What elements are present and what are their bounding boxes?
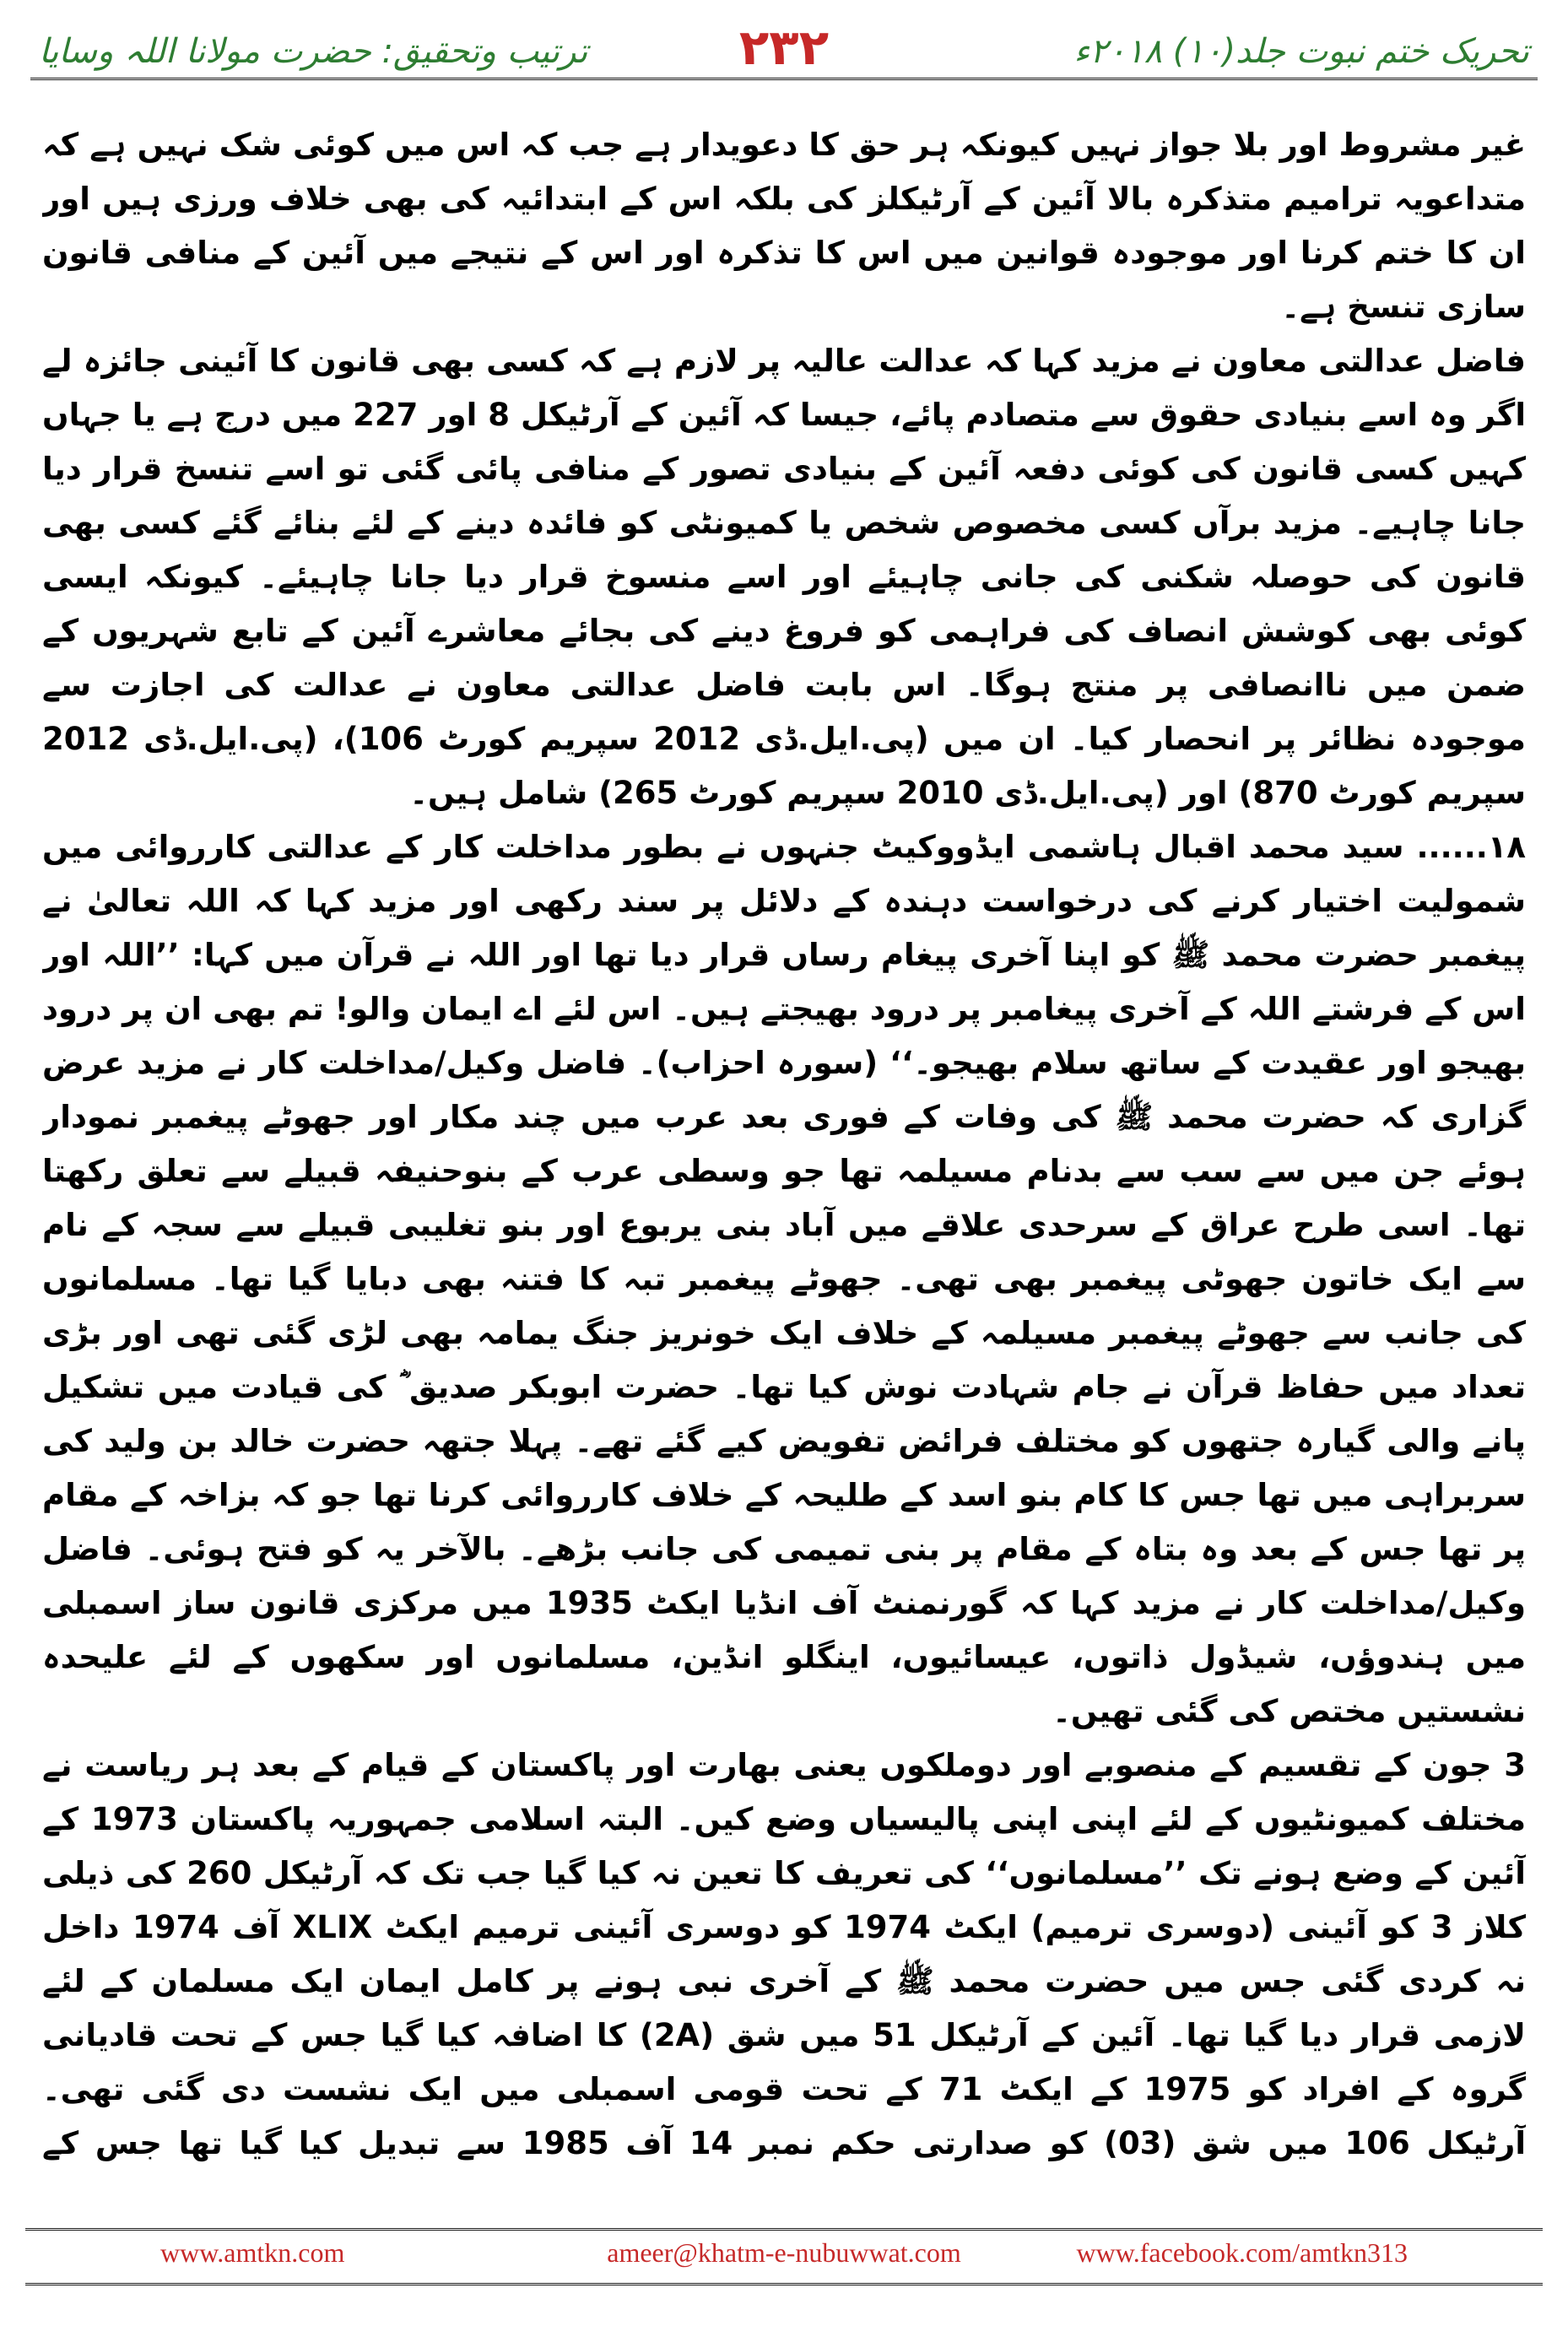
header-book-title: تحریک ختم نبوت جلد(۱۰) ۲۰۱۸ء [1073, 32, 1529, 71]
header-compiler: ترتیب وتحقیق: حضرت مولانا اللہ وسایا [39, 32, 588, 71]
footer-website-link[interactable]: www.amtkn.com [160, 2237, 345, 2268]
paragraph-4: 3 جون کے تقسیم کے منصوبے اور دوملکوں یعنی بھارت اور پاکستان کے قیام کے بعد ہر ریاست نے مختلف کمیونٹیوں کے لئے اپنی اپنی پالیسیاں وضع کیں۔ البتہ اسلامی جمہوریہ پاکستان 1973 کے آئین کے وضع ہونے تک ’’مسلمانوں‘‘ کی تعریف کا تعین نہ کیا گیا جب تک کہ آرٹیکل 260 کی ذیلی کلاز 3 کو آئینی (دوسری ترمیم) ایکٹ 1974 کو دوسری آئینی ترمیم ایکٹ XLIX آف 1974 داخل نہ کردی گئی جس میں حضرت محمد ﷺ کے آخری نبی ہونے پر کامل ایمان ایک مسلمان کے لئے لازمی قرار دیا گیا تھا۔ آئین کے آرٹیکل 51 میں شق (2A) کا اضافہ کیا گیا جس کے تحت قادیانی گروہ کے افراد کو 1975 کے ایکٹ 71 کے تحت قومی اسمبلی میں ایک نشست دی گئی تھی۔ آرٹیکل 106 میں شق (03) کو صدارتی حکم نمبر 14 آف 1985 سے تبدیل کیا گیا تھا جس کے [42, 1747, 1526, 2161]
paragraph-1: غیر مشروط اور بلا جواز نہیں کیونکہ ہر حق کا دعویدار ہے جب کہ اس میں کوئی شک نہیں ہے کہ متداعویہ ترامیم متذکرہ بالا آئین کے آرٹیکلز کی بلکہ اس کے ابتدائیہ کی بھی خلاف ورزی ہیں اور ان کا ختم کرنا اور موجودہ قوانین میں اس کا تذکرہ اور اس کے نتیجے میں آئین کے منافی قانون سازی تنسخ ہے۔ [42, 127, 1526, 325]
footer-facebook-link[interactable]: www.facebook.com/amtkn313 [1076, 2237, 1408, 2268]
paragraph-2: فاضل عدالتی معاون نے مزید کہا کہ عدالت عالیہ پر لازم ہے کہ کسی بھی قانون کا آئینی جائزہ لے اگر وہ اسے بنیادی حقوق سے متصادم پائے، جیسا کہ آئین کے آرٹیکل 8 اور 227 میں درج ہے یا جہاں کہیں کسی قانون کی کوئی دفعہ آئین کے بنیادی تصور کے منافی پائی گئی تو اسے تنسخ قرار دیا جانا چاہیے۔ مزید برآں کسی مخصوص شخص یا کمیونٹی کو فائدہ دینے کے لئے بنائے گئے کسی بھی قانون کی حوصلہ شکنی کی جانی چاہیئے اور اسے منسوخ قرار دیا جانا چاہیئے۔ کیونکہ ایسی کوئی بھی کوشش انصاف کی فراہمی کو فروغ دینے کی بجائے معاشرے آئین کے تابع شہریوں کے ضمن میں ناانصافی پر منتج ہوگا۔ اس بابت فاضل عدالتی معاون نے عدالت کی اجازت سے موجودہ نظائر پر انحصار کیا۔ ان میں (پی.ایل.ڈی 2012 سپریم کورٹ 106)، (پی.ایل.ڈی 2012 سپریم کورٹ 870) اور (پی.ایل.ڈی 2010 سپریم کورٹ 265) شامل ہیں۔ [42, 343, 1526, 811]
footer-email-link[interactable]: ameer@khatm-e-nubuwwat.com [607, 2237, 961, 2268]
page-body [42, 118, 1526, 2177]
page-footer [25, 2228, 1543, 2285]
page-header [30, 19, 1538, 80]
paragraph-3: ۱۸...... سید محمد اقبال ہاشمی ایڈووکیٹ جنہوں نے بطور مداخلت کار کے عدالتی کارروائی میں شمولیت اختیار کرنے کی درخواست دہندہ کے دلائل پر سند رکھی اور مزید کہا کہ اللہ تعالیٰ نے پیغمبر حضرت محمد ﷺ کو اپنا آخری پیغام رساں قرار دیا تھا اور اللہ نے قرآن میں کہا: ’’اللہ اور اس کے فرشتے اللہ کے آخری پیغامبر پر درود بھیجتے ہیں۔ اس لئے اے ایمان والو! تم بھی ان پر درود بھیجو اور عقیدت کے ساتھ سلام بھیجو۔‘‘ (سورہ احزاب)۔ فاضل وکیل/مداخلت کار نے مزید عرض گزاری کہ حضرت محمد ﷺ کی وفات کے فوری بعد عرب میں چند مکار اور جھوٹے پیغمبر نمودار ہوئے جن میں سے سب سے بدنام مسیلمہ تھا جو وسطی عرب کے بنوحنیفہ قبیلے سے تعلق رکھتا تھا۔ اسی طرح عراق کے سرحدی علاقے میں آباد بنی یربوع اور بنو تغلیبی قبیلے سے سجہ کے نام سے ایک خاتون جھوٹی پیغمبر بھی تھی۔ جھوٹے پیغمبر تبہ کا فتنہ بھی دبایا گیا تھا۔ مسلمانوں کی جانب سے جھوٹے پیغمبر مسیلمہ کے خلاف ایک خونریز جنگ یمامہ بھی لڑی گئی تھی اور بڑی تعداد میں حفاظ قرآن نے جام شہادت نوش کیا تھا۔ حضرت ابوبکر صدیق ؓ کی قیادت میں تشکیل پانے والی گیارہ جتھوں کو مختلف فرائض تفویض کیے گئے تھے۔ پہلا جتھہ حضرت خالد بن ولید کی سربراہی میں تھا جس کا کام بنو اسد کے طلیحہ کے خلاف کارروائی کرنا تھا جو کہ بزاخہ کے مقام پر تھا جس کے بعد وہ بتاہ کے مقام پر بنی تمیمی کی جانب بڑھے۔ بالآخر یہ کو فتح ہوئی۔ فاضل وکیل/مداخلت کار نے مزید کہا کہ گورنمنٹ آف انڈیا ایکٹ 1935 میں مرکزی قانون ساز اسمبلی میں ہندوؤں، شیڈول ذاتوں، عیسائیوں، اینگلو انڈین، مسلمانوں اور سکھوں کے لئے علیحدہ نشستیں مختص کی گئی تھیں۔ [42, 829, 1526, 1729]
page-number: ۲۳۲ [738, 19, 830, 76]
